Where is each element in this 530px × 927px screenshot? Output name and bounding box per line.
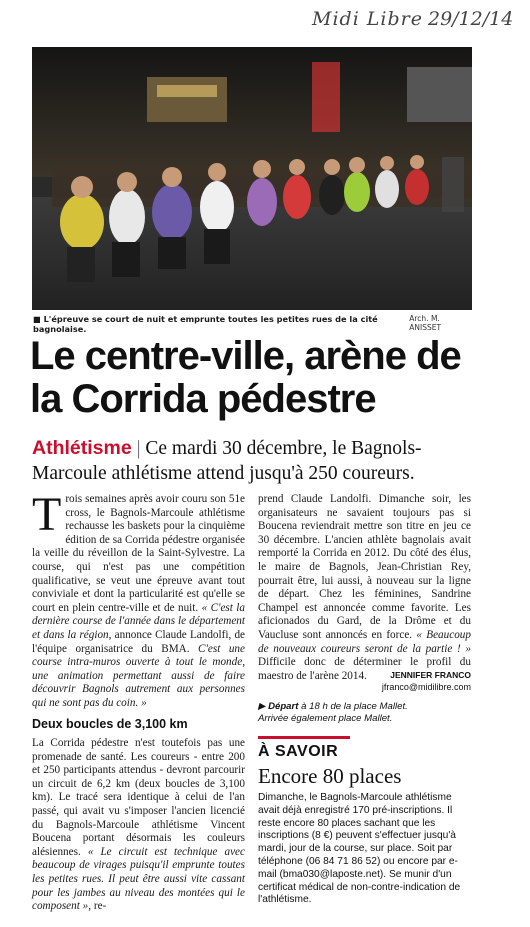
article-quote: « C'est la dernière course de l'année dans le département et dans la région, bbox=[32, 601, 246, 641]
deck bbox=[32, 436, 482, 486]
sidebar-title: Encore 80 places bbox=[258, 764, 402, 788]
author-email: jfranco@midilibre.com bbox=[381, 682, 471, 692]
article-column-1 bbox=[32, 488, 246, 711]
depart-label: Départ bbox=[268, 701, 299, 712]
photo-caption bbox=[33, 314, 470, 334]
depart-line-2: Arrivée également place Mallet. bbox=[258, 713, 393, 724]
masthead-handwritten: Midi Libre bbox=[312, 8, 423, 30]
depart-line-1: à 18 h de la place Mallet. bbox=[298, 701, 408, 712]
article-column-1-continued bbox=[32, 737, 245, 914]
article-quote: « Beaucoup de nouveaux coureurs seront de la partie ! » bbox=[258, 628, 471, 655]
article-paragraph: prend Claude Landolfi. Dimanche soir, les organisateurs ne savaient toujours pas si Boucena reviendrait mettre son titre en jeu ce 30 décembre. L'ancien athlète bagnolais avait remporté la Corrida en 2012. Du côté des élus, le maire de Bagnols, Jean-Christian Rey, pourrait être, lui aussi, à nouveau sur la ligne de départ. Chez les féminines, Sandrine Champel est annoncée comme favorite. Les aficionados du Gard, de la Drôme et du Vaucluse sont annoncés en force. bbox=[258, 493, 471, 641]
author-name: JENNIFER FRANCO bbox=[390, 670, 471, 680]
section-kicker: Athlétisme bbox=[32, 437, 132, 459]
sidebar-rule bbox=[258, 736, 350, 739]
sidebar-text: Dimanche, le Bagnols-Marcoule athlétisme avait déjà enregistré 170 pré-inscriptions. Il reste encore 80 places sachant que les inscriptions (8 €) peuvent s'effectuer jusqu'à mardi, jour de la course, sur place. Soit par téléphone (06 84 71 86 52) ou encore par e-mail (bma030@laposte.net). Se munir d'un certificat médical de non-contre-indication de l'athlétisme. bbox=[258, 792, 461, 906]
article-column-2 bbox=[258, 493, 471, 683]
drop-cap: T bbox=[32, 488, 62, 541]
race-photo bbox=[32, 47, 472, 310]
sidebar-label: À SAVOIR bbox=[258, 743, 339, 760]
article-paragraph: annonce Claude Landolfi, de l'équipe organisatrice du BMA. bbox=[32, 628, 245, 655]
article-subhead: Deux boucles de 3,100 km bbox=[32, 717, 188, 731]
deck-text: Ce mardi 30 décembre, le Bagnols-Marcoule athlétisme attend jusqu'à 250 coureurs. bbox=[32, 438, 422, 484]
date-handwritten: 29/12/14 bbox=[428, 8, 514, 30]
article-paragraph: Difficile donc de déterminer le profil du maestro de l'arène 2014. bbox=[258, 656, 471, 682]
article-paragraph: rois semaines après avoir couru son 51e cross, le Bagnols-Marcoule athlétisme rechausse les baskets pour la cinquième édition de sa Corrida pédestre organisée la veille du réveillon de la Saint-Sylvestre. La course, qui n'est pas une compétition qualificative, se veut une épreuve avant tout conviviale et dont la particularité est qu'elle se court en plein centre-ville et de nuit. bbox=[32, 493, 245, 614]
photo-credit: Arch. M. ANISSET bbox=[409, 314, 442, 332]
deck-separator: | bbox=[136, 438, 141, 459]
headline: Le centre-ville, arène de la Corrida pédestre bbox=[30, 334, 461, 421]
arrow-icon: ▶ bbox=[258, 701, 266, 712]
depart-info bbox=[258, 701, 471, 725]
article-paragraph: La Corrida pédestre n'est toutefois pas une promenade de santé. Les coureurs - entre 200 et 250 participants attendus - devront parcourir un circuit de 6,2 km (deux boucles de 3,100 km). Le tracé sera identique à celui de l'an passé, qui avait vu s'imposer l'ancien licencié du Bagnols-Marcoule athlétisme Vincent Boucena portant désormais les couleurs alésiennes. bbox=[32, 737, 245, 858]
caption-text: ■ L'épreuve se court de nuit et emprunte toutes les petites rues de la cité bagnolaise. bbox=[33, 314, 378, 334]
article-quote: « Le circuit est technique avec beaucoup de virages puisqu'il emprunte toutes les petites rues. Il peut être aussi vite cassant pour les jambes au niveau des montées qui le composent », bbox=[32, 845, 245, 913]
article-paragraph: re- bbox=[91, 900, 107, 913]
article-quote: C'est une course intra-muros ouverte à tout le monde, une animation permettant aussi de faire découvrir Bagnols autrement aux personnes qui ne sont pas du coin. » bbox=[32, 642, 245, 709]
